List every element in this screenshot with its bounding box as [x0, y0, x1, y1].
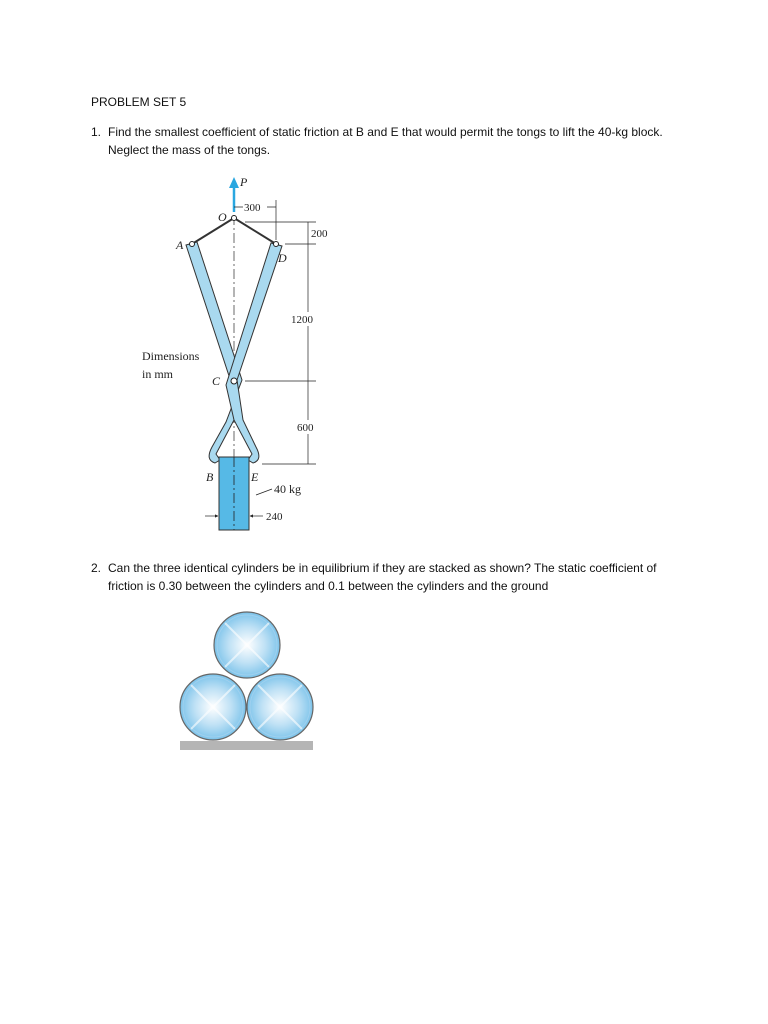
- dim-240: 240: [266, 511, 283, 523]
- link-oa: [192, 218, 234, 244]
- dim-1200: 1200: [291, 314, 313, 326]
- tongs-figure: [130, 170, 350, 540]
- force-label: P: [240, 175, 248, 189]
- problem-2-number: 2.: [91, 561, 102, 575]
- label-d: D: [278, 251, 287, 265]
- problem-2-text: Can the three identical cylinders be in equilibrium if they are stacked as shown? The static coefficient of friction is 0.30 between the cylinders and 0.1 between the cylinders and the ground: [108, 561, 657, 593]
- label-a: A: [176, 238, 184, 252]
- problem-1-text: Find the smallest coefficient of static friction at B and E that would permit the tongs to lift the 40-kg block. Neglect the mass of the tongs.: [108, 125, 663, 157]
- pin-d: [274, 242, 279, 247]
- problem-1-number: 1.: [91, 125, 102, 139]
- units-note-line1: Dimensions: [142, 349, 200, 363]
- label-o: O: [218, 210, 227, 224]
- cylinder-bottom-right: [247, 674, 313, 740]
- pin-o: [232, 216, 237, 221]
- label-e: E: [251, 470, 259, 484]
- pin-a: [190, 242, 195, 247]
- dim-600: 600: [297, 422, 314, 434]
- mass-label: 40 kg: [274, 482, 301, 496]
- cylinders-figure: [176, 610, 318, 754]
- mass-leader: [256, 489, 272, 495]
- page-title: PROBLEM SET 5: [91, 95, 187, 109]
- problem-2: [91, 559, 691, 595]
- units-note-line2: in mm: [142, 367, 174, 381]
- dim-300: 300: [244, 202, 261, 214]
- cylinder-bottom-left: [180, 674, 246, 740]
- dim-200: 200: [311, 228, 328, 240]
- problem-1: [91, 123, 691, 159]
- label-c: C: [212, 374, 221, 388]
- force-arrow-head: [229, 177, 239, 188]
- cylinder-top: [214, 612, 280, 678]
- pin-c: [231, 378, 237, 384]
- label-b: B: [206, 470, 214, 484]
- ground: [180, 741, 313, 750]
